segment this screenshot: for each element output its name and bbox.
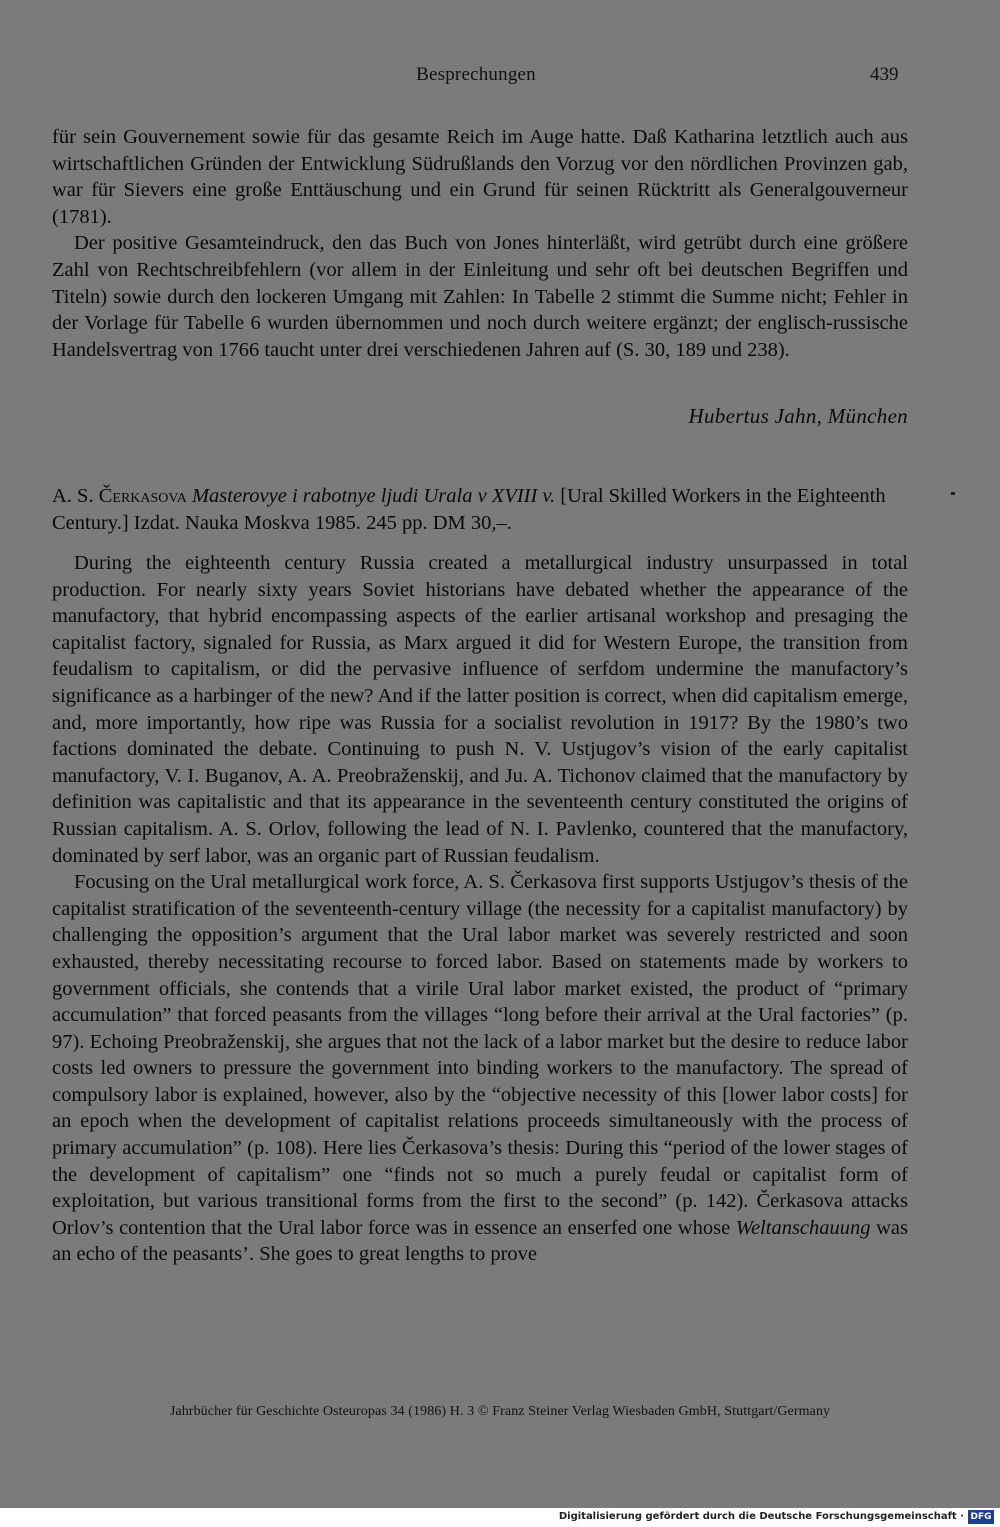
reviewer-signature: Hubertus Jahn, München [688,404,908,428]
review-paragraph-2-start: Focusing on the Ural metallurgical work force, A. S. Čerkasova first supports Ustjugov’s thesis of the capitalist stratification of the seventeenth-century village (the necessity for a capitalist manufactory) by challenging the opposition’s argument that the Ural labor market was severely restricted and soon exhausted, thereby necessitating recourse to forced labor. Based on statements made by workers to government officials, she contends that a virile Ural labor market existed, the product of “primary accumulation” that forced peasants from the villages “long before their arrival at the Ural factories” (p. 97). Echoing Preobraženskij, she argues that not the lack of a labor market but the desire to reduce labor costs led owners to pressure the government into binding workers to the manufactory. The spread of compulsory labor is explained, however, also by the “objective necessity of this [lower labor costs] for an epoch when the development of capitalist relations proceeds simultaneously with the process of primary accumulation” (p. 108). Here lies Čerkasova’s thesis: During this “period of the lower stages of the development of capitalism” one “finds not so much a purely feudal or capitalist form of exploitation, but various transitional forms from the first to the second” (p. 142). Čerkasova attacks Orlov’s contention that the Ural labor force was in essence an enserfed one whose [52,871,908,1239]
previous-review-text [52,124,908,363]
stray-mark [951,492,955,495]
author-initials: A. S. [52,485,99,507]
review-paragraph-2 [52,869,908,1268]
previous-review-paragraph-2: Der positive Gesamteindruck, den das Buch von Jones hinterläßt, wird getrübt durch eine größere Zahl von Rechtschreibfehlern (vor allem in der Einleitung und sehr oft bei deutschen Begriffen und Titeln) sowie durch den lockeren Umgang mit Zahlen: In Tabelle 2 stimmt die Summe nicht; Fehler in der Vorlage für Tabelle 6 wurden übernommen und noch durch weitere ergänzt; der englisch-russische Handelsvertrag von 1766 taucht unter drei verschiedenen Jahren auf (S. 30, 189 und 238). [52,232,908,361]
journal-citation-footer: Jahrbücher für Geschichte Osteuropas 34 (1986) H. 3 © Franz Steiner Verlag Wiesbaden GmbH, Stuttgart/Germany [169,1404,831,1419]
review-paragraph-1: During the eighteenth century Russia created a metallurgical industry unsurpassed in total production. For nearly sixty years Soviet historians have debated whether the appearance of the manufactory, that hybrid encompassing aspects of the earlier artisanal workshop and presaging the capitalist factory, signaled for Russia, as Marx argued it did for Western Europe, the transition from feudalism to capitalism, or did the pervasive influence of serfdom undermine the manufactory’s significance as a harbinger of the new? And if the latter position is correct, when did capitalism emerge, and, more importantly, how ripe was Russia for a socialist revolution in 1917? By the 1980’s two factions dominated the debate. Continuing to push N. V. Ustjugov’s vision of the early capitalist manufactory, V. I. Buganov, A. A. Preobraženskij, and Ju. A. Tichonov claimed that the manufactory by definition was capitalistic and that its appearance in the seventeenth century constituted the origins of Russian capitalism. A. S. Orlov, following the lead of N. I. Pavlenko, countered that the manufactory, dominated by serf labor, was an organic part of Russian feudalism. [52,552,908,867]
digitization-notice: Digitalisierung gefördert durch die Deutsche Forschungsgemeinschaft · [558,1511,964,1522]
author-name: Čerkasova [98,485,187,507]
bibliographic-details: [Ural Skilled Workers in the Eighteenth Century.] Izdat. Nauka Moskva 1985. 245 pp. DM 30,–. [52,485,886,534]
digitization-bar [0,1508,1000,1527]
review-body [52,550,908,1268]
review-paragraph-2-end: was an echo of the peasants’. She goes to great lengths to prove [52,1216,908,1266]
review-paragraph-2-italic: Weltanschauung [735,1216,871,1239]
running-head [0,64,1000,90]
book-title: Masterovye i rabotnye ljudi Urala v XVIII v. [191,485,556,507]
page-number: 439 [870,64,899,85]
running-title: Besprechungen [416,64,536,85]
previous-review-paragraph-1: für sein Gouvernement sowie für das gesamte Reich im Auge hatte. Daß Katharina letztlich auch aus wirtschaftlichen Gründen der Entwicklung Südrußlands den Vorzug vor den nördlichen Provinzen gab, war für Sievers eine große Enttäuschung und ein Grund für seinen Rücktritt als Generalgouverneur (1781). [52,126,908,228]
dfg-logo: DFG [968,1510,994,1524]
review-bibliographic-header [52,483,912,536]
